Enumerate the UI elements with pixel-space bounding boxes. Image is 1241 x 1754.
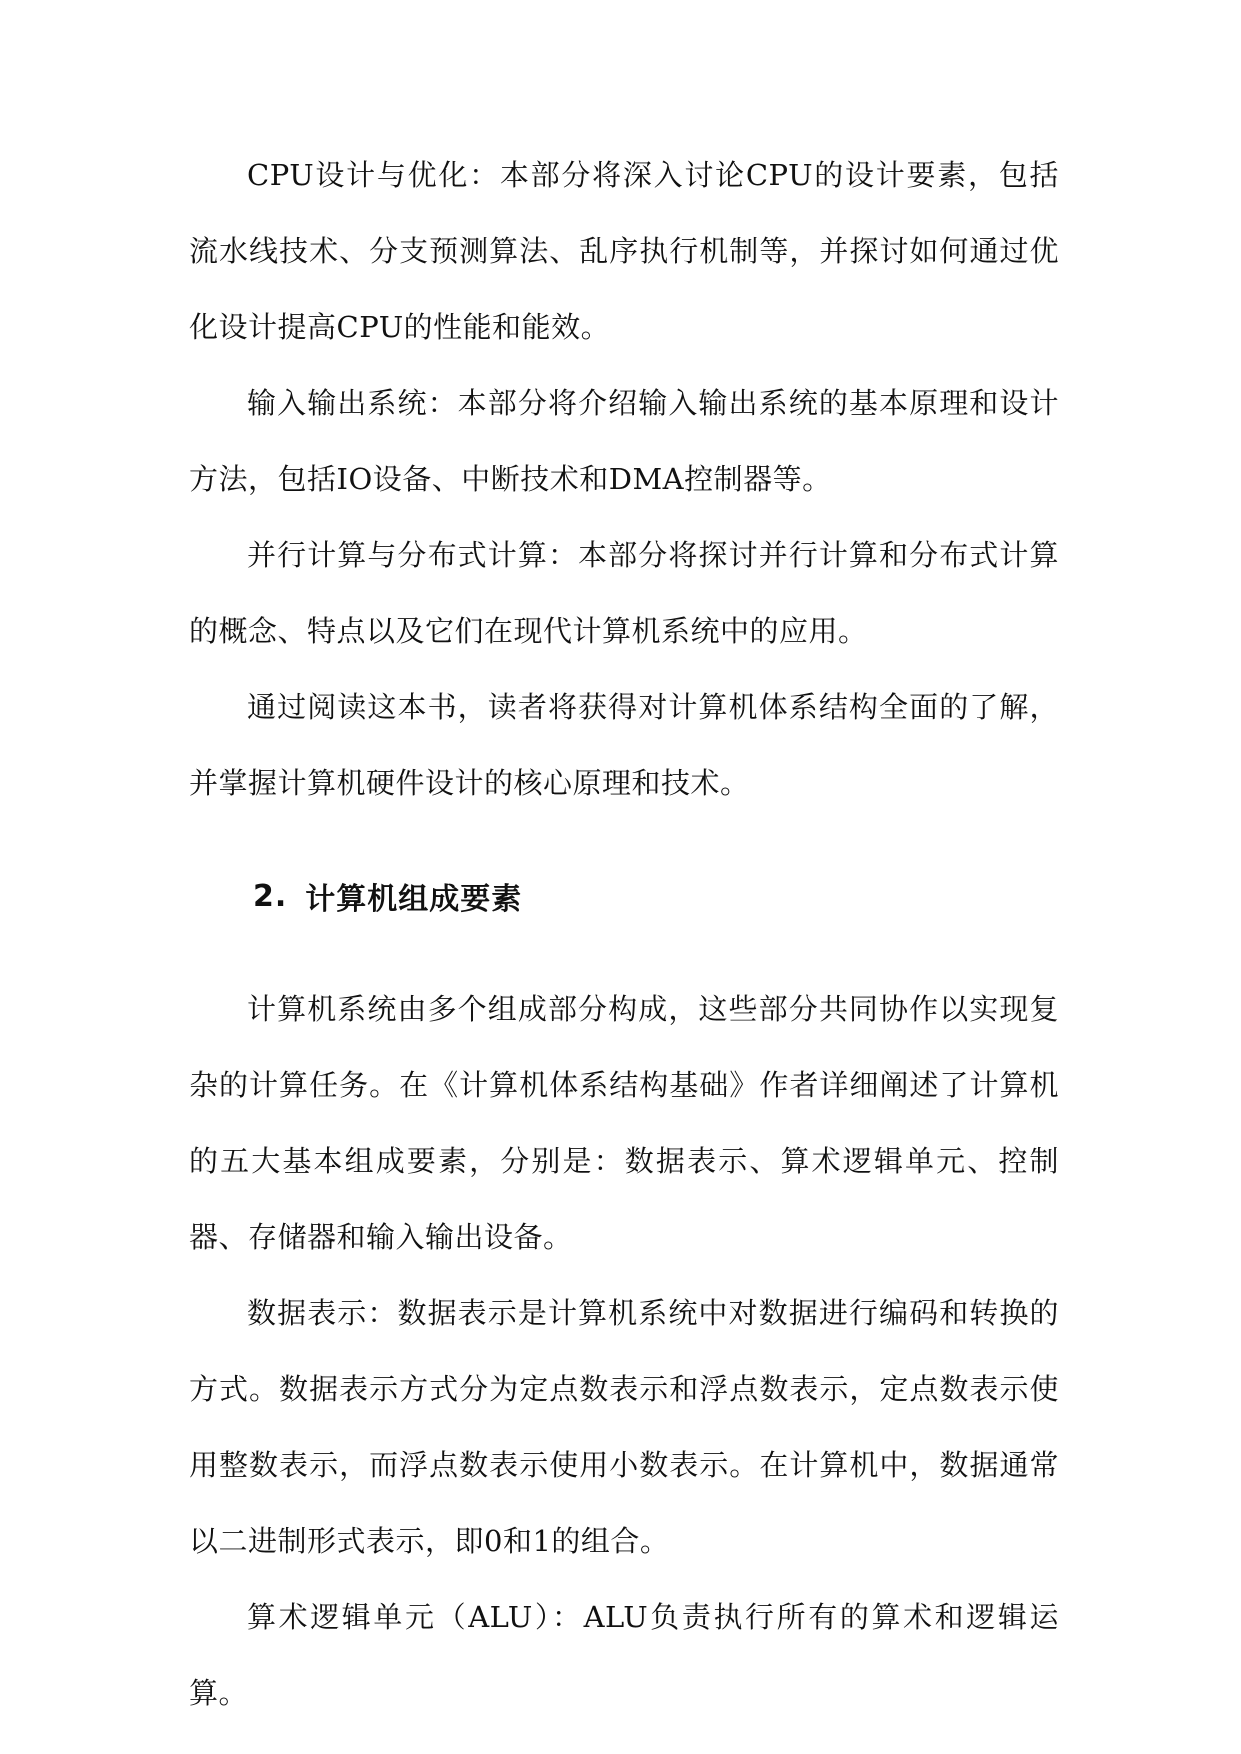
- paragraph-io-system: 输入输出系统：本部分将介绍输入输出系统的基本原理和设计方法，包括IO设备、中断技术和DMA控制器等。: [189, 386, 1059, 496]
- paragraph-book-summary: 通过阅读这本书，读者将获得对计算机体系结构全面的了解，并掌握计算机硬件设计的核心原理和技术。: [189, 690, 1059, 800]
- document-body: [189, 137, 1059, 1731]
- paragraph-parallel-computing: 并行计算与分布式计算：本部分将探讨并行计算和分布式计算的概念、特点以及它们在现代计算机系统中的应用。: [189, 538, 1059, 648]
- section-title: 计算机组成要素: [305, 882, 523, 917]
- paragraph-alu: 算术逻辑单元（ALU）：ALU负责执行所有的算术和逻辑运算。: [189, 1600, 1059, 1710]
- paragraph-data-representation: 数据表示：数据表示是计算机系统中对数据进行编码和转换的方式。数据表示方式分为定点数表示和浮点数表示，定点数表示使用整数表示，而浮点数表示使用小数表示。在计算机中，数据通常以二进制形式表示，即0和1的组合。: [189, 1296, 1059, 1558]
- section-number: 2.: [253, 878, 288, 914]
- paragraph-cpu-design: CPU设计与优化：本部分将深入讨论CPU的设计要素，包括流水线技术、分支预测算法、乱序执行机制等，并探讨如何通过优化设计提高CPU的性能和能效。: [189, 158, 1060, 344]
- paragraph-components-intro: 计算机系统由多个组成部分构成，这些部分共同协作以实现复杂的计算任务。在《计算机体系结构基础》作者详细阐述了计算机的五大基本组成要素，分别是：数据表示、算术逻辑单元、控制器、存储器和输入输出设备。: [189, 992, 1059, 1254]
- section-heading: [189, 821, 1059, 971]
